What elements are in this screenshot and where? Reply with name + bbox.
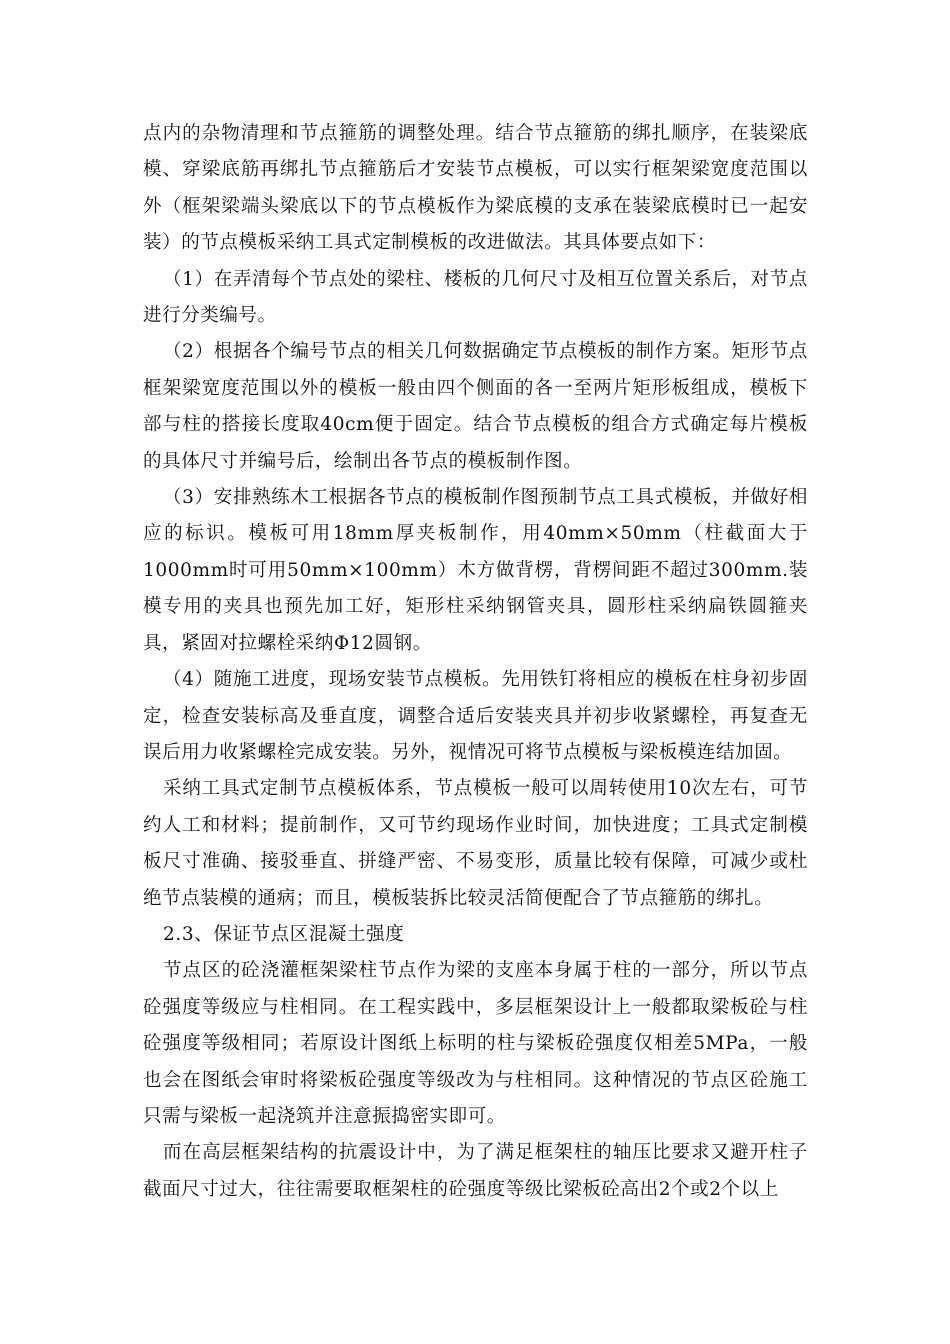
document-body [143, 116, 808, 1208]
paragraph-concrete-strength: 节点区的砼浇灌框架梁柱节点作为梁的支座本身属于柱的一部分，所以节点砼强度等级应与柱相同。在工程实践中，多层框架设计上一般都取梁板砼与柱砼强度等级相同；若原设计图纸上标明的柱与梁板砼强度仅相差5MPa，一般也会在图纸会审时将梁板砼强度等级改为与柱相同。这种情况的节点区砼施工只需与梁板一起浇筑并注意振捣密实即可。 [143, 960, 808, 1127]
paragraph-step-3: （3）安排熟练木工根据各节点的模板制作图预制节点工具式模板，并做好相应的标识。模板可用18mm厚夹板制作，用40mm×50mm（柱截面大于1000mm时可用50mm×100mm）木方做背楞，背楞间距不超过300mm.装模专用的夹具也预先加工好，矩形柱采纳钢管夹具，圆形柱采纳扁铁圆箍夹具，紧固对拉螺栓采纳Φ12圆钢。 [143, 487, 808, 654]
section-heading: 2.3、保证节点区混凝土强度 [163, 923, 405, 945]
paragraph-step-4: （4）随施工进度，现场安装节点模板。先用铁钉将相应的模板在柱身初步固定，检查安装标高及垂直度，调整合适后安装夹具并初步收紧螺栓，再复查无误后用力收紧螺栓完成安装。另外，视情况可将节点模板与梁板模连结加固。 [143, 669, 808, 763]
paragraph-summary: 采纳工具式定制节点模板体系，节点模板一般可以周转使用10次左右，可节约人工和材料；提前制作，又可节约现场作业时间，加快进度；工具式定制模板尺寸准确、接驳垂直、拼缝严密、不易变形，质量比较有保障，可减少或杜绝节点装模的通病；而且，模板装拆比较灵活简便配合了节点箍筋的绑扎。 [143, 778, 808, 909]
paragraph-step-2: （2）根据各个编号节点的相关几何数据确定节点模板的制作方案。矩形节点框架梁宽度范围以外的模板一般由四个侧面的各一至两片矩形板组成，模板下部与柱的搭接长度取40cm便于固定。结合节点模板的组合方式确定每片模板的具体尺寸并编号后，绘制出各节点的模板制作图。 [143, 341, 808, 472]
paragraph-high-rise: 而在高层框架结构的抗震设计中，为了满足框架柱的轴压比要求又避开柱子截面尺寸过大，往往需要取框架柱的砼强度等级比梁板砼高出2个或2个以上 [143, 1142, 808, 1200]
paragraph-continuation: 点内的杂物清理和节点箍筋的调整处理。结合节点箍筋的绑扎顺序，在装梁底模、穿梁底筋再绑扎节点箍筋后才安装节点模板，可以实行框架梁宽度范围以外（框架梁端头梁底以下的节点模板作为梁底模的支承在装梁底模时已一起安装）的节点模板采纳工具式定制模板的改进做法。其具体要点如下： [143, 123, 808, 254]
paragraph-step-1: （1）在弄清每个节点处的梁柱、楼板的几何尺寸及相互位置关系后，对节点进行分类编号。 [143, 268, 808, 327]
